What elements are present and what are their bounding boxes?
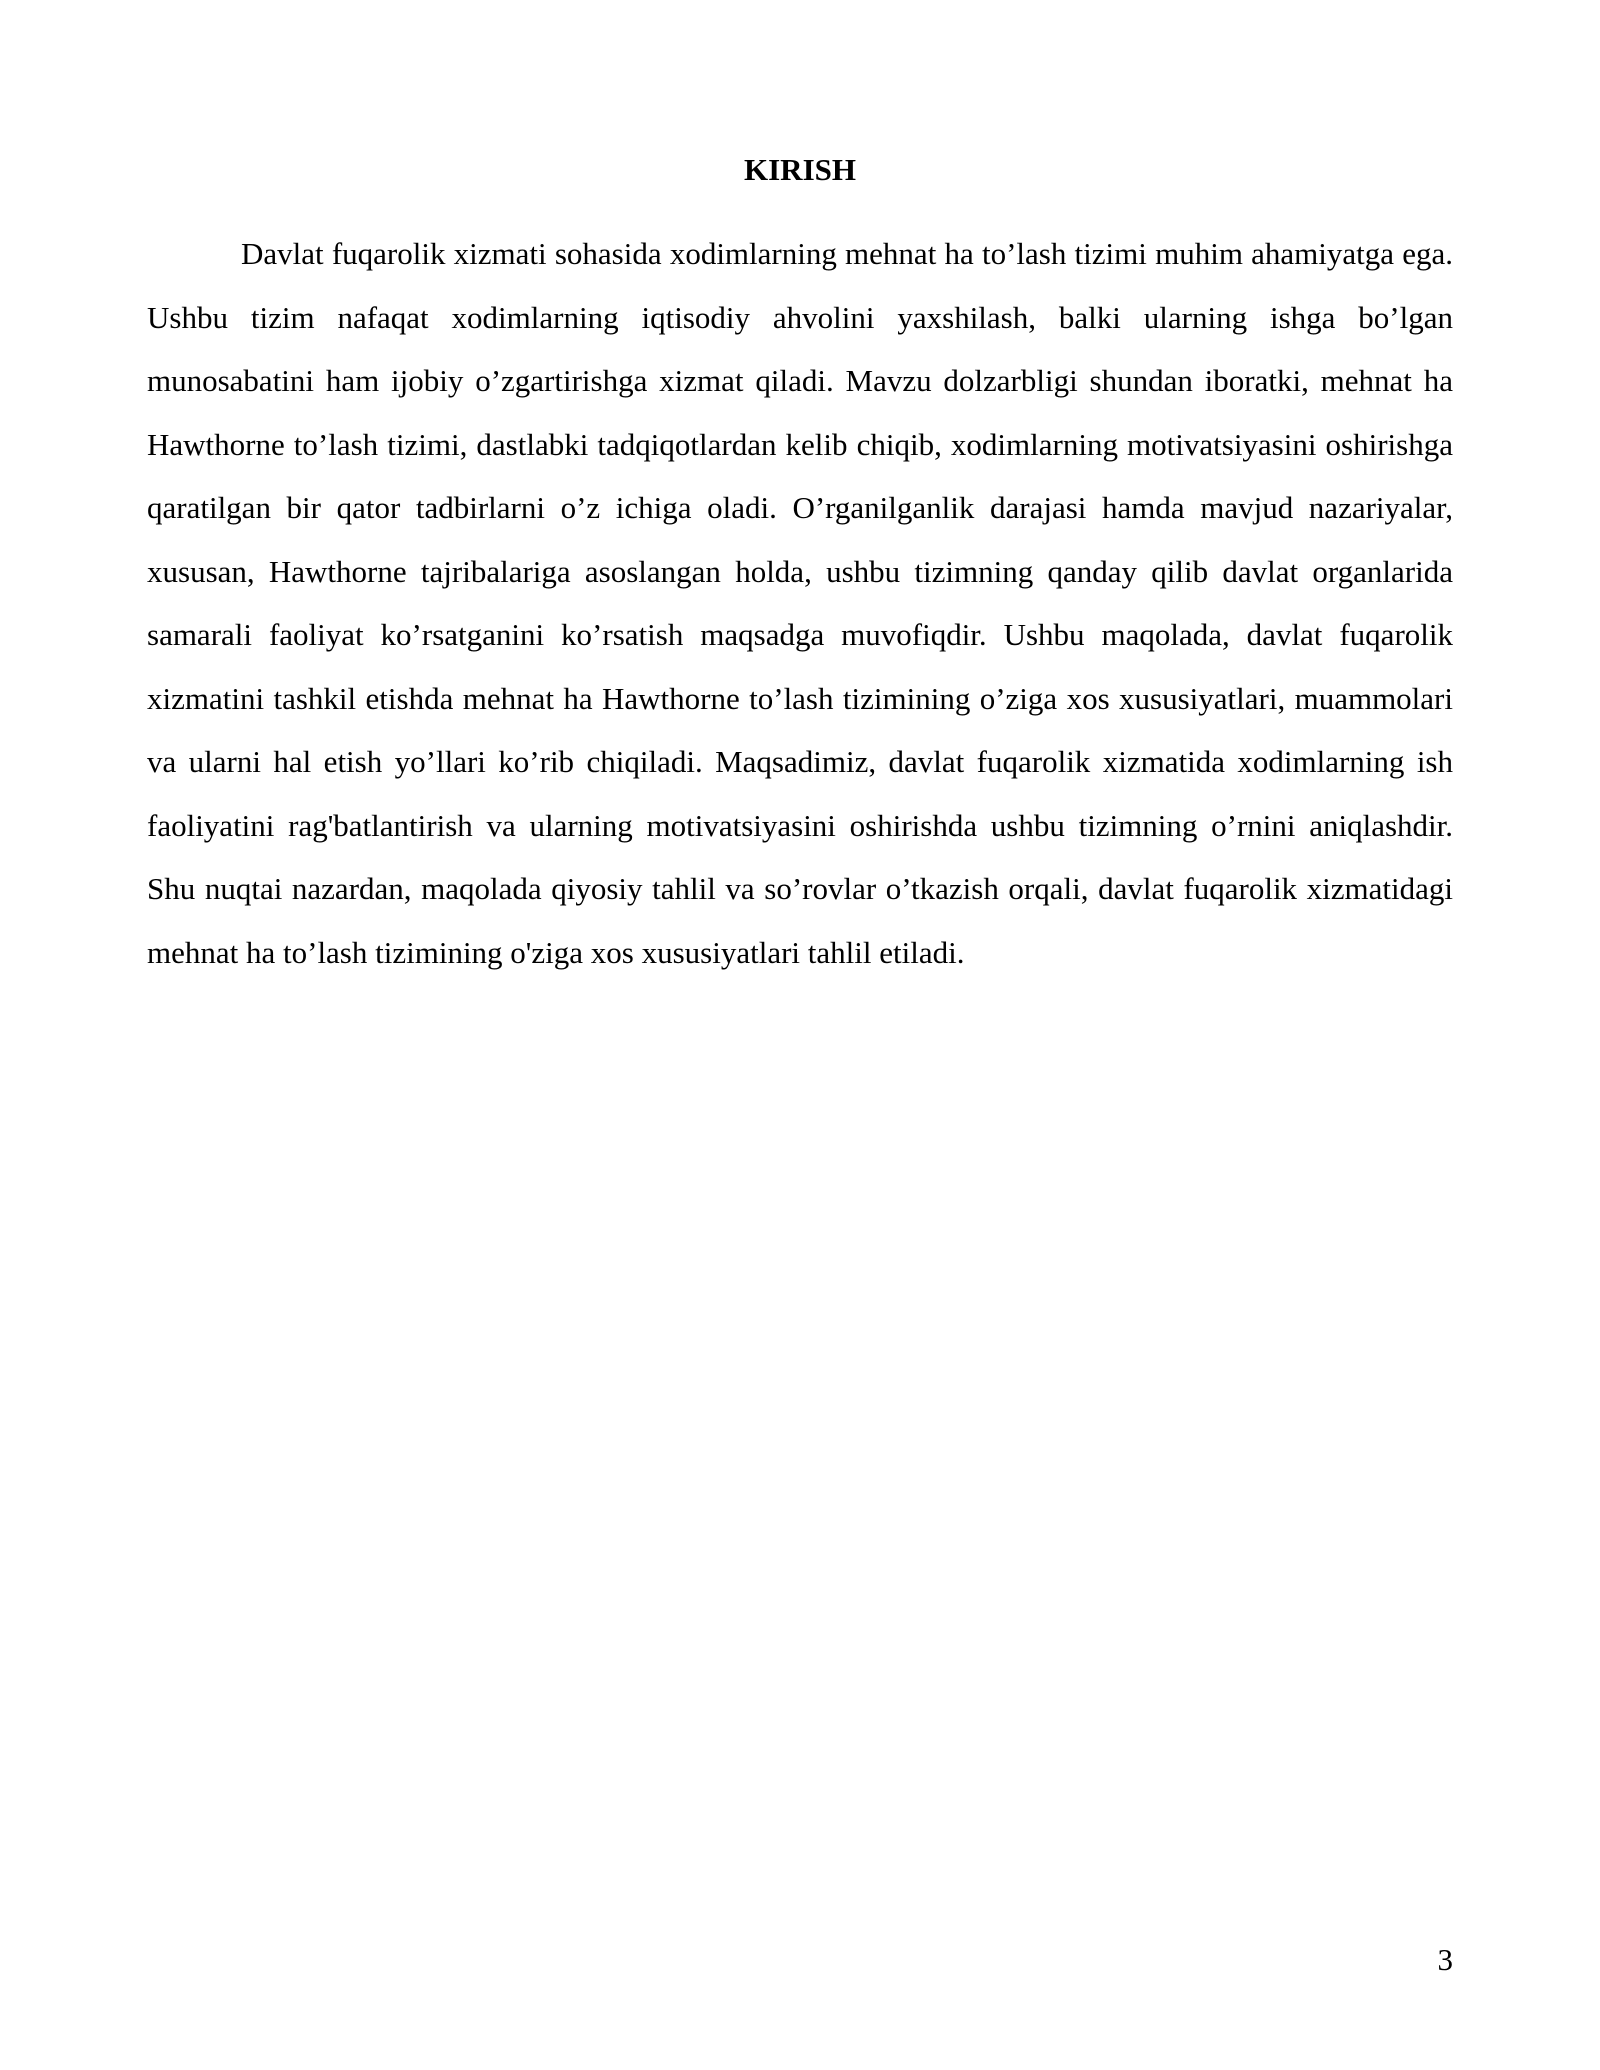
body-paragraph: Davlat fuqarolik xizmati sohasida xodimlarning mehnat ha to’lash tizimi muhim ahamiyatga ega. Ushbu tizim nafaqat xodimlarning iqtisodiy ahvolini yaxshilash, balki ularning ishga bo’lgan munosabatini ham ijobiy o’zgartirishga xizmat qiladi. Mavzu dolzarbligi shundan iboratki, mehnat ha Hawthorne to’lash tizimi, dastlabki tadqiqotlardan kelib chiqib, xodimlarning motivatsiyasini oshirishga qaratilgan bir qator tadbirlarni o’z ichiga oladi. O’rganilganlik darajasi hamda mavjud nazariyalar, xususan, Hawthorne tajribalariga asoslangan holda, ushbu tizimning qanday qilib davlat organlarida samarali faoliyat ko’rsatganini ko’rsatish maqsadga muvofiqdir. Ushbu maqolada, davlat fuqarolik xizmatini tashkil etishda mehnat ha Hawthorne to’lash tizimining o’ziga xos xususiyatlari, muammolari va ularni hal etish yo’llari ko’rib chiqiladi. Maqsadimiz, davlat fuqarolik xizmatida xodimlarning ish faoliyatini rag'batlantirish va ularning motivatsiyasini oshirishda ushbu tizimning o’rnini aniqlashdir. Shu nuqtai nazardan, maqolada qiyosiy tahlil va so’rovlar o’tkazish orqali, davlat fuqarolik xizmatidagi mehnat ha to’lash tizimining o'ziga xos xususiyatlari tahlil etiladi. bbox=[147, 236, 1453, 970]
page-number: 3 bbox=[1437, 1942, 1453, 1977]
section-heading: KIRISH bbox=[744, 152, 856, 187]
